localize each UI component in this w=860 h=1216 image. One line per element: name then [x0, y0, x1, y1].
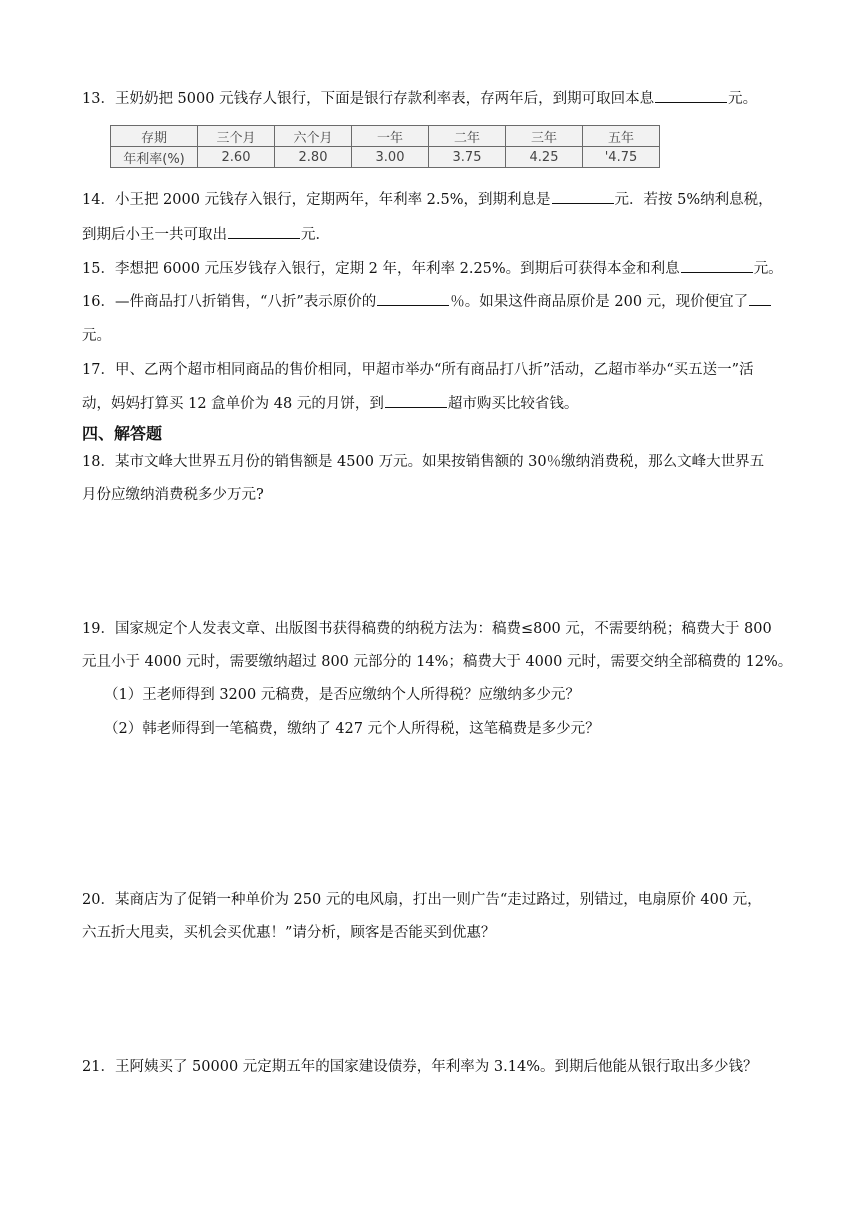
answer-blank [377, 291, 449, 306]
q16-line1: 16．—件商品打八折销售，“八折”表示原价的 [82, 294, 377, 310]
q19-line1: 19．国家规定个人发表文章、出版图书获得稿费的纳税方法为：稿费≤800 元，不需要纳税；稿费大于 800 [82, 621, 772, 637]
q17-line2-before: 动，妈妈打算买 12 盒单价为 48 元的月饼，到 [82, 396, 384, 412]
question-17 [82, 359, 782, 381]
q16-line1-mid: ％。如果这件商品原价是 200 元，现价便宜了 [450, 294, 749, 310]
q17-line2-after: 超市购买比较省钱。 [447, 396, 579, 412]
q15-text: 15．李想把 6000 元压岁钱存入银行，定期 2 年，年利率 2.25%。到期后可获得本金和利息 [82, 261, 680, 277]
table-cell: 4.25 [506, 147, 583, 168]
q13-after: 元。 [728, 91, 758, 107]
q19-sub1: （1）王老师得到 3200 元稿费，是否应缴纳个人所得税？应缴纳多少元？ [104, 687, 580, 703]
section-heading: 四、解答题 [82, 424, 163, 443]
q14-line2-before: 到期后小王一共可取出 [82, 227, 227, 243]
table-cell: 三个月 [198, 126, 275, 147]
answer-blank [228, 224, 300, 239]
answer-blank [552, 189, 614, 204]
table-cell: '4.75 [583, 147, 660, 168]
table-row [111, 147, 660, 168]
question-13 [82, 88, 782, 110]
q15-after: 元。 [753, 261, 783, 277]
q16-line2: 元。 [82, 328, 111, 344]
q14-line1-after: 元．若按 5%纳利息税， [614, 192, 773, 208]
question-20 [82, 889, 782, 911]
q14-line2-after: 元． [301, 227, 330, 243]
table-cell: 3.00 [352, 147, 429, 168]
q19-line2: 元且小于 4000 元时，需要缴纳超过 800 元部分的 14%；稿费大于 4000 元时，需要交纳全部稿费的 12%。 [82, 654, 793, 670]
table-cell: 2.60 [198, 147, 275, 168]
q13-text: 13．王奶奶把 5000 元钱存人银行，下面是银行存款利率表，存两年后，到期可取回本息 [82, 91, 655, 107]
q19-sub2: （2）韩老师得到一笔稿费，缴纳了 427 元个人所得税，这笔稿费是多少元？ [104, 721, 600, 737]
answer-blank [655, 88, 727, 103]
table-cell: 年利率(%) [111, 147, 198, 168]
q17-line1: 17．甲、乙两个超市相同商品的售价相同，甲超市举办“所有商品打八折”活动，乙超市举办“买五送一”活 [82, 362, 754, 378]
table-cell: 存期 [111, 126, 198, 147]
question-19-line2 [82, 651, 793, 673]
question-19 [82, 618, 782, 640]
question-17-line2 [82, 393, 782, 415]
question-14-line2 [82, 224, 782, 246]
question-16 [82, 291, 782, 313]
answer-blank [681, 258, 753, 273]
question-14 [82, 189, 782, 211]
question-19-sub2 [104, 718, 804, 740]
interest-rate-table [110, 125, 660, 168]
question-20-line2 [82, 922, 782, 944]
table-row [111, 126, 660, 147]
q18-line1: 18．某市文峰大世界五月份的销售额是 4500 万元。如果按销售额的 30％缴纳消费税，那么文峰大世界五 [82, 454, 765, 470]
table-cell: 3.75 [429, 147, 506, 168]
q20-line1: 20．某商店为了促销一种单价为 250 元的电风扇，打出一则广告“走过路过，别错过，电扇原价 400 元， [82, 892, 762, 908]
table-cell: 五年 [583, 126, 660, 147]
question-18 [82, 451, 782, 473]
q18-line2: 月份应缴纳消费税多少万元? [82, 487, 264, 503]
table-cell: 二年 [429, 126, 506, 147]
answer-blank [749, 291, 771, 306]
answer-blank [385, 393, 447, 408]
question-18-line2 [82, 484, 782, 506]
question-15 [82, 258, 782, 280]
question-21 [82, 1056, 782, 1078]
table-cell: 2.80 [275, 147, 352, 168]
table-cell: 三年 [506, 126, 583, 147]
table-cell: 六个月 [275, 126, 352, 147]
q20-line2: 六五折大甩卖，买机会买优惠！”请分析，顾客是否能买到优惠？ [82, 925, 496, 941]
table-cell: 一年 [352, 126, 429, 147]
question-19-sub1 [104, 684, 804, 706]
q21-text: 21．王阿姨买了 50000 元定期五年的国家建设债券，年利率为 3.14%。到期后他能从银行取出多少钱？ [82, 1059, 758, 1075]
question-16-line2 [82, 325, 782, 347]
q14-line1: 14．小王把 2000 元钱存入银行，定期两年，年利率 2.5%，到期利息是 [82, 192, 551, 208]
